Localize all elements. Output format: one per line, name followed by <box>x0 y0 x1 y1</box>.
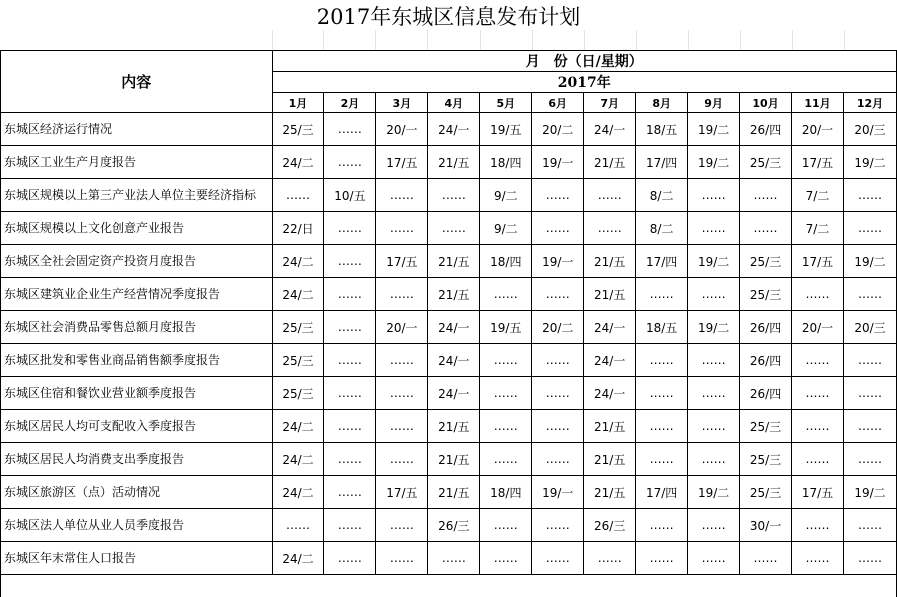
spreadsheet-gridlines <box>0 30 897 50</box>
release-date-cell: …… <box>376 377 428 410</box>
release-date-cell: …… <box>792 509 844 542</box>
release-date-cell: …… <box>480 443 532 476</box>
period-header: 月 份（日/星期） <box>272 51 897 72</box>
release-date-cell: 21/五 <box>584 146 636 179</box>
month-header: 5月 <box>480 93 532 113</box>
report-name-cell: 东城区经济运行情况 <box>1 113 273 146</box>
blank-footer-cell <box>0 574 897 597</box>
month-header: 7月 <box>584 93 636 113</box>
release-date-cell: 19/二 <box>688 245 740 278</box>
release-date-cell: 10/五 <box>324 179 376 212</box>
release-date-cell: …… <box>480 278 532 311</box>
release-date-cell: …… <box>324 476 376 509</box>
release-date-cell: 30/一 <box>740 509 792 542</box>
release-date-cell: …… <box>688 377 740 410</box>
release-date-cell: …… <box>740 542 792 575</box>
release-date-cell: 20/二 <box>532 311 584 344</box>
release-date-cell: 21/五 <box>428 443 480 476</box>
release-date-cell: 19/二 <box>843 476 896 509</box>
table-row <box>1 311 897 344</box>
table-row <box>1 443 897 476</box>
report-name-cell: 东城区居民人均消费支出季度报告 <box>1 443 273 476</box>
release-date-cell: …… <box>843 377 896 410</box>
release-date-cell: 24/一 <box>428 311 480 344</box>
release-date-cell: …… <box>688 278 740 311</box>
release-date-cell: …… <box>792 542 844 575</box>
release-date-cell: …… <box>843 410 896 443</box>
release-date-cell: …… <box>843 278 896 311</box>
release-date-cell: 19/一 <box>532 245 584 278</box>
table-row <box>1 146 897 179</box>
release-date-cell: 21/五 <box>428 278 480 311</box>
release-date-cell: …… <box>636 542 688 575</box>
release-date-cell: …… <box>532 410 584 443</box>
release-date-cell: …… <box>636 377 688 410</box>
table-row <box>1 410 897 443</box>
table-row <box>1 476 897 509</box>
release-date-cell: …… <box>792 278 844 311</box>
release-date-cell: 25/三 <box>740 245 792 278</box>
report-name-cell: 东城区居民人均可支配收入季度报告 <box>1 410 273 443</box>
release-date-cell: 19/二 <box>688 113 740 146</box>
release-date-cell: …… <box>532 344 584 377</box>
release-date-cell: 20/三 <box>843 113 896 146</box>
release-date-cell: …… <box>376 542 428 575</box>
report-name-cell: 东城区批发和零售业商品销售额季度报告 <box>1 344 273 377</box>
release-date-cell: …… <box>636 410 688 443</box>
table-row <box>1 179 897 212</box>
month-header: 12月 <box>843 93 896 113</box>
release-date-cell: …… <box>532 443 584 476</box>
release-date-cell: 17/五 <box>376 476 428 509</box>
release-date-cell: 9/二 <box>480 212 532 245</box>
release-date-cell: …… <box>688 542 740 575</box>
release-date-cell: 26/四 <box>740 344 792 377</box>
release-date-cell: 21/五 <box>584 410 636 443</box>
report-name-cell: 东城区规模以上文化创意产业报告 <box>1 212 273 245</box>
month-header: 9月 <box>688 93 740 113</box>
report-name-cell: 东城区建筑业企业生产经营情况季度报告 <box>1 278 273 311</box>
release-date-cell: 17/四 <box>636 245 688 278</box>
release-date-cell: 17/五 <box>792 146 844 179</box>
report-name-cell: 东城区年末常住人口报告 <box>1 542 273 575</box>
release-date-cell: …… <box>480 410 532 443</box>
release-date-cell: 18/五 <box>636 113 688 146</box>
release-date-cell: …… <box>636 443 688 476</box>
month-header: 2月 <box>324 93 376 113</box>
month-header: 11月 <box>792 93 844 113</box>
release-date-cell: …… <box>324 377 376 410</box>
release-date-cell: …… <box>532 212 584 245</box>
release-date-cell: …… <box>740 212 792 245</box>
release-date-cell: 21/五 <box>428 146 480 179</box>
release-date-cell: 21/五 <box>428 245 480 278</box>
release-date-cell: 7/二 <box>792 179 844 212</box>
release-date-cell: …… <box>480 344 532 377</box>
month-header: 3月 <box>376 93 428 113</box>
month-header: 10月 <box>740 93 792 113</box>
release-date-cell: …… <box>636 509 688 542</box>
page-title: 2017年东城区信息发布计划 <box>316 5 581 29</box>
release-date-cell: 25/三 <box>272 377 324 410</box>
release-date-cell: …… <box>376 212 428 245</box>
release-date-cell: …… <box>843 542 896 575</box>
release-date-cell: …… <box>376 278 428 311</box>
release-date-cell: …… <box>584 179 636 212</box>
table-row <box>1 113 897 146</box>
report-name-cell: 东城区住宿和餐饮业营业额季度报告 <box>1 377 273 410</box>
release-date-cell: 17/五 <box>376 245 428 278</box>
release-date-cell: 17/五 <box>792 245 844 278</box>
release-date-cell: …… <box>792 410 844 443</box>
table-row <box>1 509 897 542</box>
report-name-cell: 东城区旅游区（点）活动情况 <box>1 476 273 509</box>
release-date-cell: 19/二 <box>688 311 740 344</box>
release-date-cell: …… <box>324 410 376 443</box>
release-date-cell: 24/一 <box>584 311 636 344</box>
release-date-cell: 21/五 <box>584 476 636 509</box>
release-date-cell: …… <box>480 509 532 542</box>
release-date-cell: …… <box>428 542 480 575</box>
release-date-cell: 25/三 <box>740 278 792 311</box>
release-date-cell: 24/二 <box>272 542 324 575</box>
release-date-cell: …… <box>324 245 376 278</box>
release-date-cell: 17/四 <box>636 146 688 179</box>
release-date-cell: 20/一 <box>376 311 428 344</box>
release-date-cell: 17/五 <box>376 146 428 179</box>
table-row <box>1 278 897 311</box>
release-date-cell: …… <box>532 179 584 212</box>
release-date-cell: 17/五 <box>792 476 844 509</box>
release-date-cell: 24/二 <box>272 476 324 509</box>
release-date-cell: …… <box>272 509 324 542</box>
release-date-cell: …… <box>843 212 896 245</box>
release-date-cell: 26/三 <box>584 509 636 542</box>
release-date-cell: …… <box>324 509 376 542</box>
release-date-cell: …… <box>688 344 740 377</box>
release-date-cell: 21/五 <box>428 410 480 443</box>
release-date-cell: …… <box>584 212 636 245</box>
release-date-cell: …… <box>843 509 896 542</box>
release-date-cell: 18/五 <box>636 311 688 344</box>
release-date-cell: 20/二 <box>532 113 584 146</box>
release-date-cell: 24/一 <box>584 113 636 146</box>
release-date-cell: 18/四 <box>480 245 532 278</box>
release-schedule-table <box>0 50 897 575</box>
release-date-cell: …… <box>532 278 584 311</box>
release-date-cell: 19/一 <box>532 146 584 179</box>
release-date-cell: …… <box>792 377 844 410</box>
release-date-cell: …… <box>376 410 428 443</box>
release-date-cell: 25/三 <box>272 344 324 377</box>
table-row <box>1 377 897 410</box>
release-date-cell: …… <box>324 542 376 575</box>
report-name-cell: 东城区社会消费品零售总额月度报告 <box>1 311 273 344</box>
release-date-cell: 24/一 <box>428 377 480 410</box>
release-date-cell: …… <box>376 509 428 542</box>
release-date-cell: …… <box>792 443 844 476</box>
release-date-cell: 25/三 <box>740 146 792 179</box>
release-date-cell: 26/三 <box>428 509 480 542</box>
release-date-cell: …… <box>376 179 428 212</box>
report-name-cell: 东城区法人单位从业人员季度报告 <box>1 509 273 542</box>
release-date-cell: 20/一 <box>376 113 428 146</box>
release-date-cell: …… <box>688 212 740 245</box>
month-header: 4月 <box>428 93 480 113</box>
release-date-cell: …… <box>636 344 688 377</box>
table-row <box>1 344 897 377</box>
release-date-cell: 24/二 <box>272 410 324 443</box>
release-date-cell: …… <box>532 509 584 542</box>
release-date-cell: …… <box>428 179 480 212</box>
release-date-cell: 19/二 <box>688 146 740 179</box>
release-date-cell: 24/一 <box>584 344 636 377</box>
release-date-cell: …… <box>688 179 740 212</box>
release-date-cell: …… <box>843 443 896 476</box>
release-date-cell: 24/二 <box>272 245 324 278</box>
release-date-cell: 19/二 <box>843 146 896 179</box>
release-date-cell: …… <box>688 410 740 443</box>
release-date-cell: 20/一 <box>792 311 844 344</box>
release-date-cell: …… <box>324 443 376 476</box>
release-date-cell: …… <box>324 344 376 377</box>
release-date-cell: 22/日 <box>272 212 324 245</box>
release-date-cell: 19/五 <box>480 311 532 344</box>
release-date-cell: …… <box>324 311 376 344</box>
table-row <box>1 542 897 575</box>
release-date-cell: 20/三 <box>843 311 896 344</box>
release-date-cell: …… <box>532 377 584 410</box>
release-date-cell: …… <box>272 179 324 212</box>
release-date-cell: …… <box>688 509 740 542</box>
release-date-cell: 19/二 <box>843 245 896 278</box>
release-date-cell: 21/五 <box>584 245 636 278</box>
release-date-cell: …… <box>376 344 428 377</box>
release-date-cell: 21/五 <box>584 443 636 476</box>
release-date-cell: 24/一 <box>584 377 636 410</box>
release-date-cell: …… <box>324 278 376 311</box>
release-date-cell: 19/二 <box>688 476 740 509</box>
release-date-cell: …… <box>584 542 636 575</box>
release-date-cell: 18/四 <box>480 476 532 509</box>
release-date-cell: 7/二 <box>792 212 844 245</box>
release-date-cell: …… <box>324 146 376 179</box>
month-header: 8月 <box>636 93 688 113</box>
release-date-cell: 25/三 <box>272 113 324 146</box>
release-date-cell: 19/五 <box>480 113 532 146</box>
release-date-cell: …… <box>324 113 376 146</box>
release-date-cell: …… <box>843 344 896 377</box>
release-date-cell: …… <box>792 344 844 377</box>
report-name-cell: 东城区工业生产月度报告 <box>1 146 273 179</box>
release-date-cell: 18/四 <box>480 146 532 179</box>
release-date-cell: 26/四 <box>740 113 792 146</box>
report-name-cell: 东城区全社会固定资产投资月度报告 <box>1 245 273 278</box>
release-date-cell: 25/三 <box>740 410 792 443</box>
release-date-cell: …… <box>843 179 896 212</box>
release-date-cell: 21/五 <box>428 476 480 509</box>
release-date-cell: …… <box>636 278 688 311</box>
release-date-cell: 25/三 <box>740 443 792 476</box>
release-date-cell: 25/三 <box>272 311 324 344</box>
month-header: 6月 <box>532 93 584 113</box>
release-date-cell: 24/二 <box>272 278 324 311</box>
month-header: 1月 <box>272 93 324 113</box>
release-date-cell: 20/一 <box>792 113 844 146</box>
release-date-cell: …… <box>324 212 376 245</box>
release-date-cell: 24/二 <box>272 146 324 179</box>
release-date-cell: 24/一 <box>428 113 480 146</box>
content-header: 内容 <box>1 51 273 113</box>
report-name-cell: 东城区规模以上第三产业法人单位主要经济指标 <box>1 179 273 212</box>
release-date-cell: …… <box>532 542 584 575</box>
release-date-cell: …… <box>376 443 428 476</box>
release-date-cell: …… <box>688 443 740 476</box>
release-date-cell: 24/一 <box>428 344 480 377</box>
table-row <box>1 245 897 278</box>
release-date-cell: …… <box>740 179 792 212</box>
release-date-cell: 21/五 <box>584 278 636 311</box>
release-date-cell: 9/二 <box>480 179 532 212</box>
release-date-cell: 19/一 <box>532 476 584 509</box>
release-date-cell: 8/二 <box>636 179 688 212</box>
table-row <box>1 212 897 245</box>
release-date-cell: 26/四 <box>740 377 792 410</box>
release-date-cell: 26/四 <box>740 311 792 344</box>
release-date-cell: 8/二 <box>636 212 688 245</box>
release-date-cell: 25/三 <box>740 476 792 509</box>
release-date-cell: …… <box>428 212 480 245</box>
year-header: 2017年 <box>272 72 897 93</box>
release-date-cell: …… <box>480 377 532 410</box>
release-date-cell: …… <box>480 542 532 575</box>
release-date-cell: 24/二 <box>272 443 324 476</box>
release-date-cell: 17/四 <box>636 476 688 509</box>
